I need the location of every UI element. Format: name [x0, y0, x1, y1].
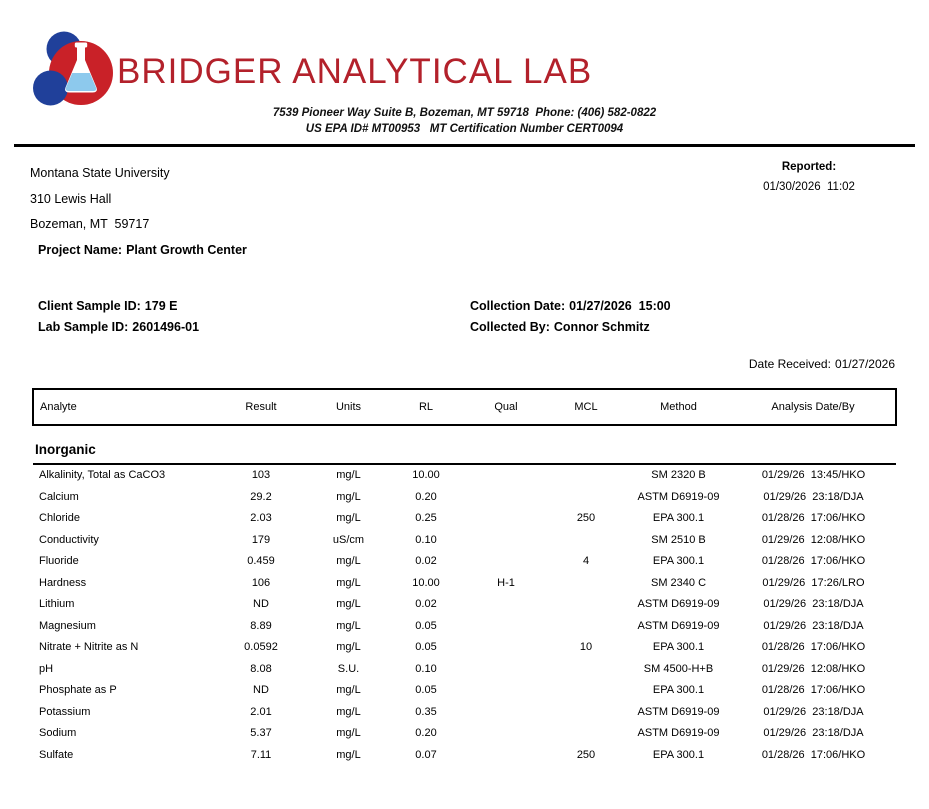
cell-analyte: Potassium [39, 705, 91, 718]
result-row [33, 744, 896, 766]
cell-units: mg/L [336, 469, 361, 482]
cell-mcl [546, 615, 626, 637]
result-row [33, 594, 896, 616]
cell-analysis: 01/29/26 12:08/HKO [761, 533, 866, 546]
lab-address-block [0, 106, 929, 137]
result-row [33, 658, 896, 680]
cell-units: mg/L [336, 641, 361, 654]
cell-qual [466, 637, 546, 659]
cell-mcl [546, 486, 626, 508]
cell-result: 8.89 [250, 619, 272, 632]
result-row [33, 529, 896, 551]
collected-by-value: Connor Schmitz [553, 319, 650, 334]
cell-method: ASTM D6919-09 [637, 705, 720, 718]
lab-sample-id-label: Lab Sample ID: [38, 319, 129, 334]
column-header-qual: Qual [466, 389, 546, 425]
collected-by-line [470, 317, 671, 338]
cell-method: EPA 300.1 [652, 641, 705, 654]
results-table-header [33, 389, 896, 425]
cell-mcl: 250 [576, 512, 596, 525]
cell-analysis: 01/29/26 23:18/DJA [763, 727, 864, 740]
cell-rl: 0.35 [415, 705, 437, 718]
result-row [33, 637, 896, 659]
client-address-line1: 310 Lewis Hall [30, 191, 112, 206]
cell-result: 179 [251, 533, 271, 546]
cell-analysis: 01/28/26 17:06/HKO [761, 684, 866, 697]
collection-date-label: Collection Date: [470, 299, 566, 313]
cell-method: SM 2510 B [651, 533, 706, 546]
cell-result: 0.0592 [244, 641, 278, 654]
cell-rl: 0.05 [415, 684, 437, 697]
cell-qual [466, 615, 546, 637]
column-header-mcl: MCL [546, 389, 626, 425]
cell-analysis: 01/28/26 17:06/HKO [761, 641, 866, 654]
cell-mcl: 10 [579, 641, 593, 654]
cell-mcl: 4 [582, 555, 590, 568]
cell-rl: 0.05 [415, 619, 437, 632]
cell-analysis: 01/28/26 17:06/HKO [761, 748, 866, 761]
cell-result: 2.03 [250, 512, 272, 525]
cell-mcl [546, 529, 626, 551]
result-row [33, 508, 896, 530]
section-title: Inorganic [33, 425, 896, 464]
cell-result: 2.01 [250, 705, 272, 718]
cell-qual [466, 723, 546, 745]
cell-mcl [546, 658, 626, 680]
cell-qual [466, 551, 546, 573]
collected-by-label: Collected By: [470, 319, 550, 334]
cell-analyte: Fluoride [39, 555, 79, 568]
client-name: Montana State University [30, 166, 170, 180]
result-row [33, 615, 896, 637]
project-name-value: Plant Growth Center [126, 243, 247, 257]
column-header-units: Units [311, 389, 386, 425]
cell-result: 103 [251, 469, 271, 482]
cell-analysis: 01/29/26 12:08/HKO [761, 662, 866, 675]
column-header-method: Method [626, 389, 731, 425]
cell-qual [466, 594, 546, 616]
cell-mcl [546, 572, 626, 594]
cell-rl: 0.10 [415, 662, 437, 675]
cell-method: ASTM D6919-09 [637, 490, 720, 503]
date-received-value: 01/27/2026 [834, 357, 895, 371]
cell-units: S.U. [337, 662, 360, 675]
cell-analyte: Sulfate [39, 748, 74, 761]
cell-analysis: 01/29/26 23:18/DJA [763, 598, 864, 611]
reported-datetime: 01/30/2026 11:02 [763, 181, 855, 193]
flask-lip [75, 43, 87, 48]
cell-analysis: 01/29/26 23:18/DJA [763, 705, 864, 718]
results-table-section [32, 388, 895, 766]
cell-rl: 0.20 [415, 490, 437, 503]
result-row [33, 572, 896, 594]
cell-analyte: Nitrate + Nitrite as N [39, 641, 139, 654]
cell-analysis: 01/28/26 17:06/HKO [761, 512, 866, 525]
cell-result: 106 [251, 576, 271, 589]
collection-info-block [470, 296, 671, 337]
cell-qual [466, 508, 546, 530]
cell-mcl [546, 723, 626, 745]
cell-rl: 0.25 [415, 512, 437, 525]
cell-analysis: 01/29/26 13:45/HKO [761, 469, 866, 482]
cell-qual [466, 658, 546, 680]
cell-qual [466, 701, 546, 723]
cell-analyte: Chloride [39, 512, 80, 525]
cell-units: uS/cm [332, 533, 365, 546]
cell-units: mg/L [336, 705, 361, 718]
cell-qual [466, 680, 546, 702]
cell-units: mg/L [336, 512, 361, 525]
lab-sample-id-line [38, 317, 199, 338]
results-table-body [33, 464, 896, 766]
cell-analysis: 01/29/26 23:18/DJA [763, 619, 864, 632]
cell-result: 0.459 [247, 555, 275, 568]
cell-method: ASTM D6919-09 [637, 598, 720, 611]
cell-units: mg/L [336, 576, 361, 589]
cell-analyte: Magnesium [39, 619, 96, 632]
cell-method: EPA 300.1 [652, 555, 705, 568]
lab-sample-id-value: 2601496-01 [132, 319, 200, 334]
result-row [33, 723, 896, 745]
cell-analyte: Alkalinity, Total as CaCO3 [39, 469, 166, 482]
cell-analyte: Lithium [39, 598, 75, 611]
lab-address-line1: 7539 Pioneer Way Suite B, Bozeman, MT 59718 Phone: (406) 582-0822 [272, 107, 657, 119]
project-name-label: Project Name: [38, 243, 123, 257]
results-table [32, 388, 897, 766]
cell-rl: 0.02 [415, 598, 437, 611]
cell-units: mg/L [336, 490, 361, 503]
cell-rl: 0.10 [415, 533, 437, 546]
cell-units: mg/L [336, 748, 361, 761]
client-address-line2: Bozeman, MT 59717 [30, 217, 150, 231]
cell-qual: H-1 [497, 576, 515, 589]
client-sample-id-line [38, 296, 199, 317]
lab-logo-icon [33, 27, 115, 113]
project-name-line [38, 243, 247, 257]
column-header-analysis: Analysis Date/By [731, 389, 896, 425]
column-header-result: Result [211, 389, 311, 425]
cell-mcl [546, 594, 626, 616]
result-row [33, 701, 896, 723]
result-row [33, 464, 896, 487]
client-sample-id-value: 179 E [144, 299, 178, 313]
cell-rl: 0.05 [415, 641, 437, 654]
column-header-rl: RL [386, 389, 466, 425]
section-row [33, 425, 896, 464]
result-row [33, 551, 896, 573]
cell-analysis: 01/29/26 23:18/DJA [763, 490, 864, 503]
cell-analyte: Phosphate as P [39, 684, 117, 697]
cell-result: 5.37 [250, 727, 272, 740]
cell-units: mg/L [336, 727, 361, 740]
client-sample-id-label: Client Sample ID: [38, 299, 141, 313]
cell-units: mg/L [336, 598, 361, 611]
cell-method: SM 2320 B [651, 469, 706, 482]
cell-rl: 10.00 [412, 469, 440, 482]
cell-analyte: pH [39, 662, 54, 675]
collection-date-line [470, 296, 671, 317]
cell-result: 29.2 [250, 490, 272, 503]
logo-blue-circle-bottom [33, 71, 68, 106]
cell-result: ND [253, 684, 269, 697]
cell-qual [466, 486, 546, 508]
reported-label: Reported: [781, 161, 837, 173]
date-received-label: Date Received: [748, 357, 831, 371]
cell-method: SM 4500-H+B [643, 662, 714, 675]
cell-analysis: 01/28/26 17:06/HKO [761, 555, 866, 568]
cell-analysis: 01/29/26 17:26/LRO [762, 576, 865, 589]
reported-block [729, 161, 889, 193]
cell-rl: 10.00 [412, 576, 440, 589]
cell-method: ASTM D6919-09 [637, 727, 720, 740]
cell-mcl [546, 464, 626, 487]
cell-result: 7.11 [250, 748, 272, 761]
cell-method: EPA 300.1 [652, 748, 705, 761]
header-divider [14, 144, 915, 147]
client-address-block [30, 161, 170, 238]
cell-method: ASTM D6919-09 [637, 619, 720, 632]
cell-mcl [546, 680, 626, 702]
cell-method: EPA 300.1 [652, 684, 705, 697]
cell-analyte: Conductivity [39, 533, 99, 546]
cell-analyte: Calcium [39, 490, 79, 503]
cell-mcl: 250 [576, 748, 596, 761]
column-header-analyte: Analyte [33, 389, 211, 425]
date-received-line [0, 357, 895, 371]
cell-result: ND [253, 598, 269, 611]
header-row [33, 389, 896, 425]
cell-result: 8.08 [250, 662, 272, 675]
cell-qual [466, 464, 546, 487]
result-row [33, 680, 896, 702]
cell-analyte: Hardness [39, 576, 87, 589]
cell-qual [466, 744, 546, 766]
collection-date-value: 01/27/2026 15:00 [569, 299, 671, 313]
cell-rl: 0.02 [415, 555, 437, 568]
cell-units: mg/L [336, 684, 361, 697]
cell-mcl [546, 701, 626, 723]
cell-units: mg/L [336, 619, 361, 632]
lab-certification-line: US EPA ID# MT00953 MT Certification Number CERT0094 [305, 122, 624, 135]
cell-method: SM 2340 C [650, 576, 707, 589]
cell-rl: 0.20 [415, 727, 437, 740]
cell-qual [466, 529, 546, 551]
sample-id-block [38, 296, 199, 337]
cell-rl: 0.07 [415, 748, 437, 761]
cell-method: EPA 300.1 [652, 512, 705, 525]
cell-analyte: Sodium [39, 727, 77, 740]
result-row [33, 486, 896, 508]
lab-name-title: BRIDGER ANALYTICAL LAB [117, 52, 593, 91]
cell-units: mg/L [336, 555, 361, 568]
